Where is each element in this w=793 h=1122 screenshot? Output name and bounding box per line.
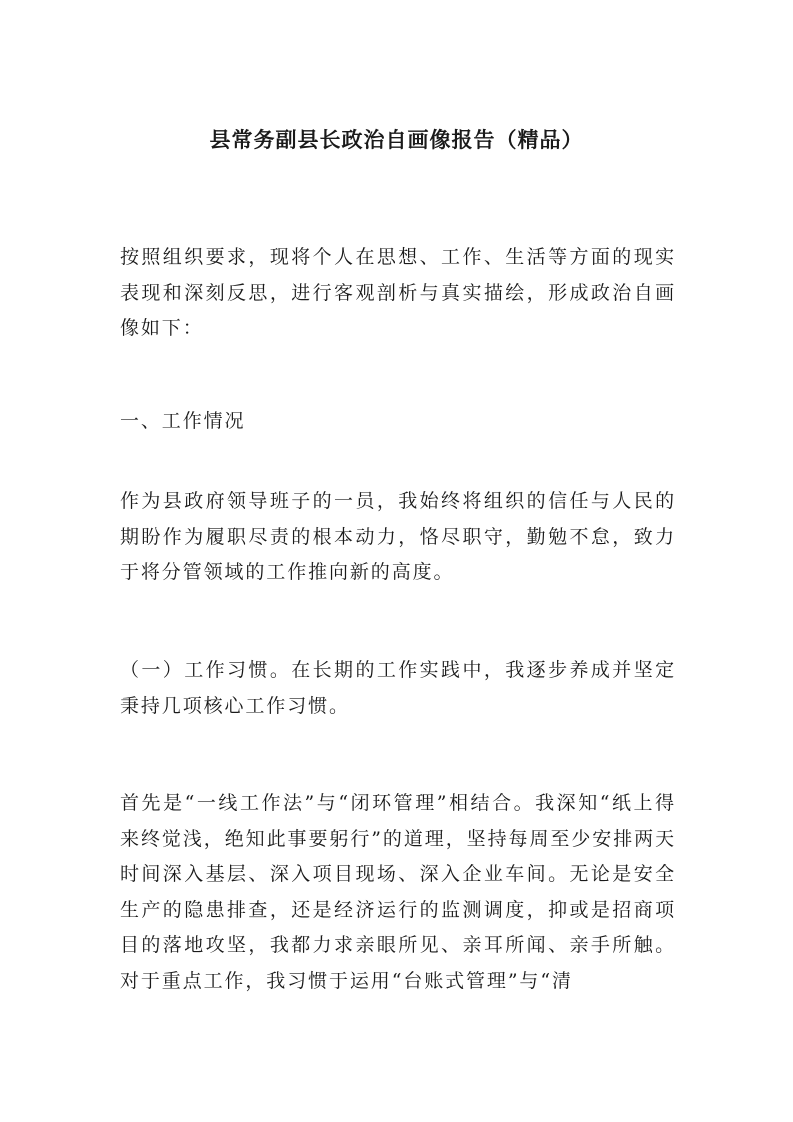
intro-paragraph: 按照组织要求，现将个人在思想、工作、生活等方面的现实表现和深刻反思，进行客观剖析与真实描绘，形成政治自画像如下：: [120, 246, 676, 339]
document-title: 县常务副县长政治自画像报告（精品）: [209, 127, 584, 152]
work-habits-body-paragraph: 首先是“一线工作法”与“闭环管理”相结合。我深知“纸上得来终觉浅，绝知此事要躬行”的道理，坚持每周至少安排两天时间深入基层、深入项目现场、深入企业车间。无论是安全生产的隐患排查，还是经济运行的监测调度，抑或是招商项目的落地攻坚，我都力求亲眼所见、亲耳所闻、亲手所触。对于重点工作，我习惯于运用“台账式管理”与“清: [120, 792, 676, 992]
subsection-work-habits: （一）工作习惯。在长期的工作实践中，我逐步养成并坚定秉持几项核心工作习惯。: [120, 659, 676, 717]
section-heading-work-status: 一、工作情况: [120, 410, 246, 432]
section-intro-paragraph: 作为县政府领导班子的一员，我始终将组织的信任与人民的期盼作为履职尽责的根本动力，恪尽职守，勤勉不怠，致力于将分管领域的工作推向新的高度。: [120, 490, 676, 583]
